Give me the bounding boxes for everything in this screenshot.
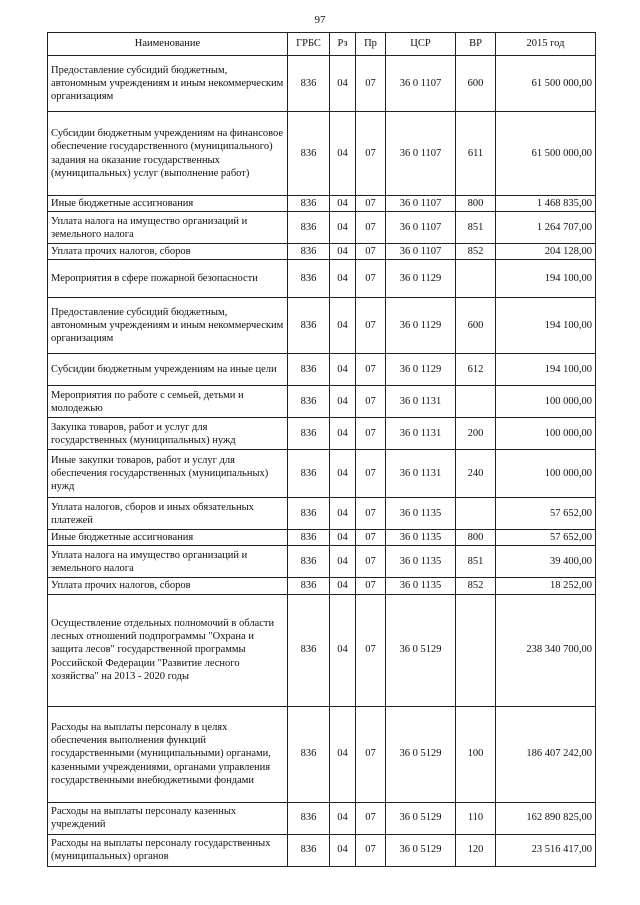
row-grbs: 836 — [288, 594, 330, 706]
row-csr: 36 0 1107 — [386, 244, 456, 260]
row-vr: 612 — [456, 354, 496, 386]
row-amount: 1 468 835,00 — [496, 196, 596, 212]
row-amount: 204 128,00 — [496, 244, 596, 260]
row-grbs: 836 — [288, 530, 330, 546]
row-amount: 61 500 000,00 — [496, 56, 596, 112]
row-vr — [456, 386, 496, 418]
row-rz: 04 — [330, 706, 356, 802]
row-amount: 57 652,00 — [496, 530, 596, 546]
row-grbs: 836 — [288, 546, 330, 578]
row-pr: 07 — [356, 578, 386, 594]
row-pr: 07 — [356, 498, 386, 530]
col-header-pr: Пр — [356, 33, 386, 56]
row-vr: 120 — [456, 834, 496, 866]
row-csr: 36 0 1131 — [386, 418, 456, 450]
row-name: Иные бюджетные ассигнования — [48, 530, 288, 546]
row-vr: 800 — [456, 196, 496, 212]
row-name: Субсидии бюджетным учреждениям на иные цели — [48, 354, 288, 386]
row-vr: 851 — [456, 546, 496, 578]
col-header-name: Наименование — [48, 33, 288, 56]
row-pr: 07 — [356, 298, 386, 354]
row-pr: 07 — [356, 546, 386, 578]
row-vr: 110 — [456, 802, 496, 834]
row-rz: 04 — [330, 298, 356, 354]
row-amount: 57 652,00 — [496, 498, 596, 530]
row-vr: 600 — [456, 298, 496, 354]
row-rz: 04 — [330, 354, 356, 386]
row-amount: 100 000,00 — [496, 450, 596, 498]
row-pr: 07 — [356, 594, 386, 706]
row-pr: 07 — [356, 802, 386, 834]
row-vr: 851 — [456, 212, 496, 244]
row-rz: 04 — [330, 450, 356, 498]
col-header-vr: ВР — [456, 33, 496, 56]
table-row — [48, 498, 596, 530]
row-amount: 194 100,00 — [496, 260, 596, 298]
row-name: Уплата налогов, сборов и иных обязательных платежей — [48, 498, 288, 530]
row-name: Уплата налога на имущество организаций и земельного налога — [48, 546, 288, 578]
table-row — [48, 578, 596, 594]
row-rz: 04 — [330, 578, 356, 594]
row-vr: 600 — [456, 56, 496, 112]
table-row — [48, 546, 596, 578]
row-pr: 07 — [356, 386, 386, 418]
row-amount: 194 100,00 — [496, 354, 596, 386]
row-pr: 07 — [356, 354, 386, 386]
row-name: Субсидии бюджетным учреждениям на финансовое обеспечение государственного (муниципального) задания на оказание государственных (муниципальных) услуг (выполнение работ) — [48, 112, 288, 196]
table-row — [48, 56, 596, 112]
row-pr: 07 — [356, 212, 386, 244]
row-rz: 04 — [330, 196, 356, 212]
table-row — [48, 706, 596, 802]
table-row — [48, 418, 596, 450]
table-row — [48, 450, 596, 498]
row-csr: 36 0 1131 — [386, 450, 456, 498]
row-pr: 07 — [356, 244, 386, 260]
table-row — [48, 244, 596, 260]
table-row — [48, 298, 596, 354]
row-grbs: 836 — [288, 244, 330, 260]
table-row — [48, 196, 596, 212]
row-grbs: 836 — [288, 56, 330, 112]
row-pr: 07 — [356, 706, 386, 802]
col-header-year: 2015 год — [496, 33, 596, 56]
row-rz: 04 — [330, 418, 356, 450]
row-csr: 36 0 1129 — [386, 260, 456, 298]
row-grbs: 836 — [288, 706, 330, 802]
row-csr: 36 0 5129 — [386, 706, 456, 802]
table-row — [48, 802, 596, 834]
row-amount: 61 500 000,00 — [496, 112, 596, 196]
row-amount: 100 000,00 — [496, 418, 596, 450]
row-rz: 04 — [330, 498, 356, 530]
col-header-csr: ЦСР — [386, 33, 456, 56]
row-rz: 04 — [330, 112, 356, 196]
row-rz: 04 — [330, 244, 356, 260]
row-rz: 04 — [330, 56, 356, 112]
table-row — [48, 354, 596, 386]
row-amount: 1 264 707,00 — [496, 212, 596, 244]
row-grbs: 836 — [288, 802, 330, 834]
row-amount: 39 400,00 — [496, 546, 596, 578]
row-rz: 04 — [330, 546, 356, 578]
row-name: Иные закупки товаров, работ и услуг для обеспечения государственных (муниципальных) нужд — [48, 450, 288, 498]
row-csr: 36 0 1129 — [386, 354, 456, 386]
row-rz: 04 — [330, 802, 356, 834]
page-number: 97 — [314, 14, 326, 26]
col-header-grbs: ГРБС — [288, 33, 330, 56]
row-rz: 04 — [330, 386, 356, 418]
row-grbs: 836 — [288, 450, 330, 498]
row-amount: 194 100,00 — [496, 298, 596, 354]
row-name: Предоставление субсидий бюджетным, автономным учреждениям и иным некоммерческим организациям — [48, 56, 288, 112]
row-amount: 162 890 825,00 — [496, 802, 596, 834]
row-vr: 100 — [456, 706, 496, 802]
row-grbs: 836 — [288, 260, 330, 298]
row-csr: 36 0 5129 — [386, 834, 456, 866]
row-name: Осуществление отдельных полномочий в области лесных отношений подпрограммы "Охрана и защита лесов" государственной программы Российской Федерации "Развитие лесного хозяйства" на 2013 - 2020 годы — [48, 594, 288, 706]
row-pr: 07 — [356, 112, 386, 196]
row-rz: 04 — [330, 260, 356, 298]
row-vr: 852 — [456, 244, 496, 260]
table-row — [48, 212, 596, 244]
row-name: Расходы на выплаты персоналу в целях обеспечения выполнения функций государственными (муниципальными) органами, казенными учреждениями, органами управления государственными внебюджетными фондами — [48, 706, 288, 802]
row-csr: 36 0 1131 — [386, 386, 456, 418]
row-rz: 04 — [330, 834, 356, 866]
row-pr: 07 — [356, 418, 386, 450]
row-grbs: 836 — [288, 212, 330, 244]
row-csr: 36 0 1107 — [386, 56, 456, 112]
row-grbs: 836 — [288, 298, 330, 354]
row-name: Уплата налога на имущество организаций и земельного налога — [48, 212, 288, 244]
row-csr: 36 0 1107 — [386, 212, 456, 244]
col-header-rz: Рз — [330, 33, 356, 56]
table-row — [48, 112, 596, 196]
row-vr: 240 — [456, 450, 496, 498]
table-row — [48, 834, 596, 866]
row-name: Уплата прочих налогов, сборов — [48, 578, 288, 594]
row-vr — [456, 260, 496, 298]
row-vr: 852 — [456, 578, 496, 594]
row-pr: 07 — [356, 196, 386, 212]
row-vr: 200 — [456, 418, 496, 450]
row-grbs: 836 — [288, 386, 330, 418]
row-name: Мероприятия в сфере пожарной безопасности — [48, 260, 288, 298]
row-rz: 04 — [330, 212, 356, 244]
row-vr: 611 — [456, 112, 496, 196]
row-name: Уплата прочих налогов, сборов — [48, 244, 288, 260]
row-amount: 186 407 242,00 — [496, 706, 596, 802]
table-row — [48, 386, 596, 418]
row-amount: 238 340 700,00 — [496, 594, 596, 706]
row-name: Расходы на выплаты персоналу казенных учреждений — [48, 802, 288, 834]
row-vr: 800 — [456, 530, 496, 546]
row-amount: 18 252,00 — [496, 578, 596, 594]
row-csr: 36 0 1107 — [386, 196, 456, 212]
row-csr: 36 0 1135 — [386, 578, 456, 594]
row-csr: 36 0 1129 — [386, 298, 456, 354]
budget-table — [47, 32, 596, 867]
row-rz: 04 — [330, 594, 356, 706]
row-grbs: 836 — [288, 112, 330, 196]
row-grbs: 836 — [288, 578, 330, 594]
table-row — [48, 530, 596, 546]
row-grbs: 836 — [288, 354, 330, 386]
row-name: Мероприятия по работе с семьей, детьми и молодежью — [48, 386, 288, 418]
row-name: Предоставление субсидий бюджетным, автономным учреждениям и иным некоммерческим организациям — [48, 298, 288, 354]
row-grbs: 836 — [288, 418, 330, 450]
row-pr: 07 — [356, 834, 386, 866]
row-csr: 36 0 1107 — [386, 112, 456, 196]
row-rz: 04 — [330, 530, 356, 546]
row-pr: 07 — [356, 260, 386, 298]
row-csr: 36 0 1135 — [386, 530, 456, 546]
table-row — [48, 594, 596, 706]
row-amount: 23 516 417,00 — [496, 834, 596, 866]
row-name: Расходы на выплаты персоналу государственных (муниципальных) органов — [48, 834, 288, 866]
row-csr: 36 0 1135 — [386, 546, 456, 578]
row-vr — [456, 594, 496, 706]
row-grbs: 836 — [288, 834, 330, 866]
row-csr: 36 0 5129 — [386, 594, 456, 706]
row-vr — [456, 498, 496, 530]
row-amount: 100 000,00 — [496, 386, 596, 418]
row-grbs: 836 — [288, 196, 330, 212]
header-row — [48, 33, 596, 56]
row-grbs: 836 — [288, 498, 330, 530]
row-csr: 36 0 1135 — [386, 498, 456, 530]
row-pr: 07 — [356, 530, 386, 546]
row-pr: 07 — [356, 56, 386, 112]
row-name: Закупка товаров, работ и услуг для государственных (муниципальных) нужд — [48, 418, 288, 450]
row-pr: 07 — [356, 450, 386, 498]
row-csr: 36 0 5129 — [386, 802, 456, 834]
table-row — [48, 260, 596, 298]
row-name: Иные бюджетные ассигнования — [48, 196, 288, 212]
